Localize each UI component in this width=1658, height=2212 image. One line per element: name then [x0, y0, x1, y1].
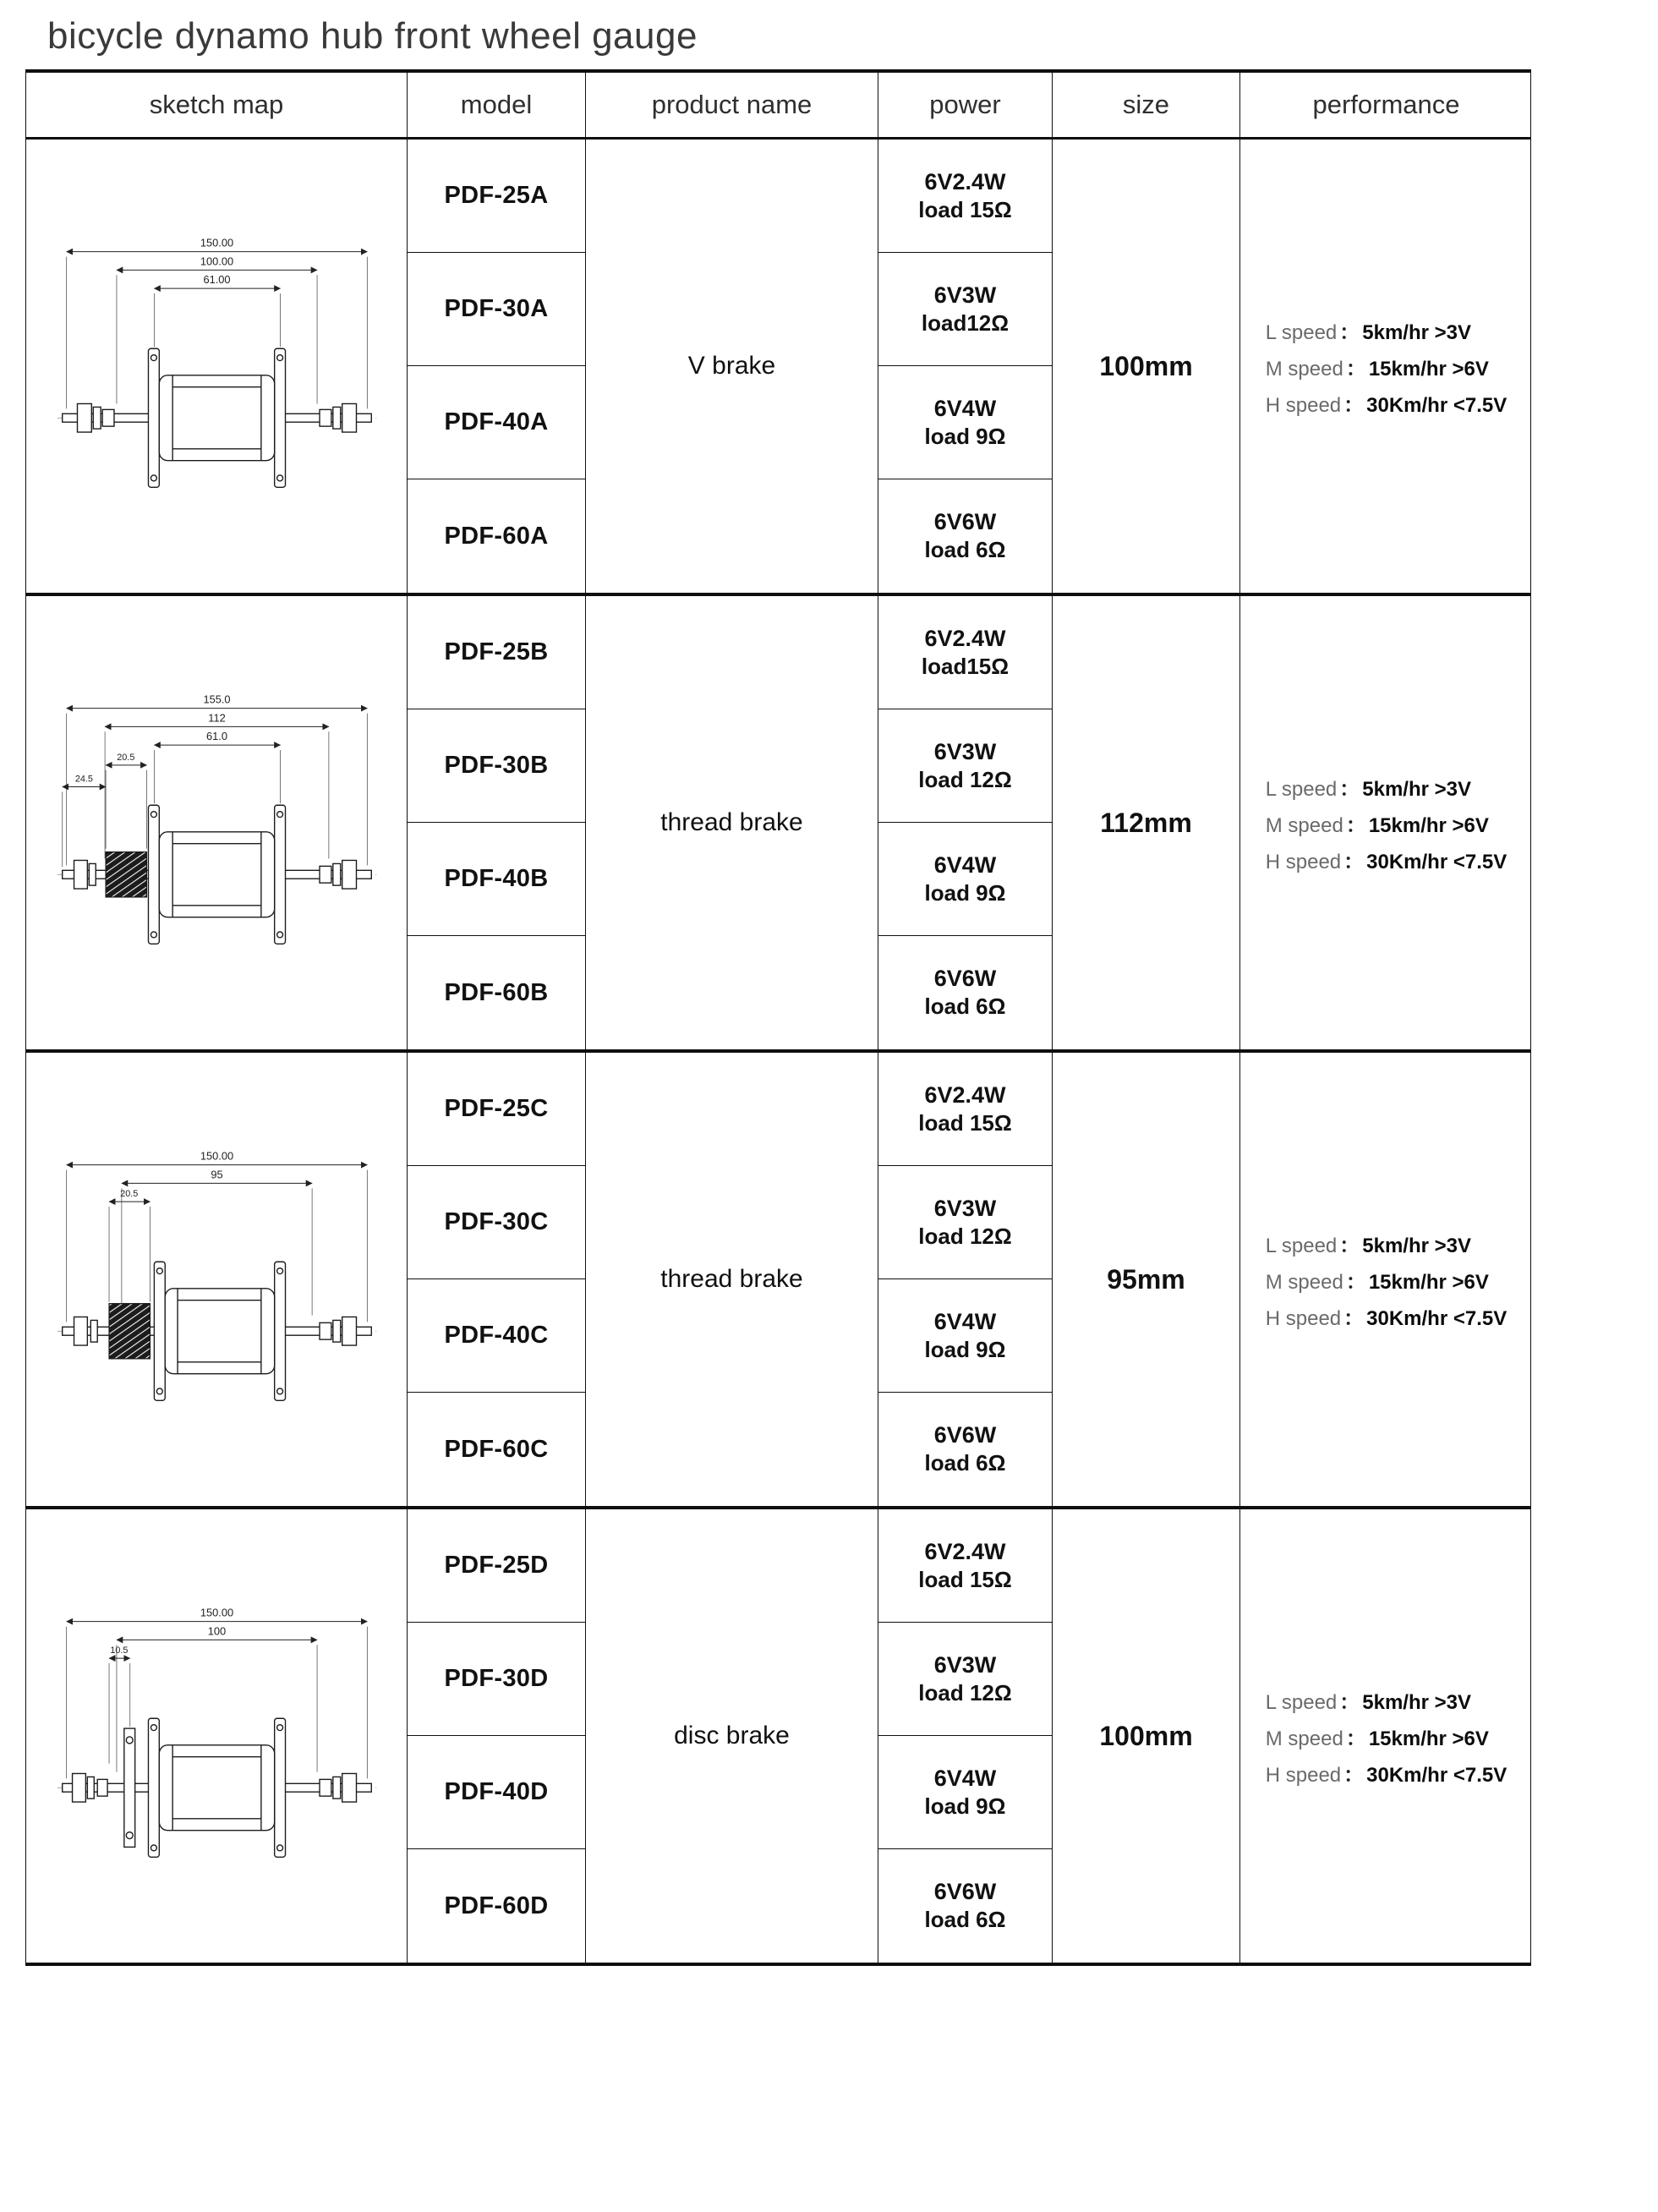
power-cell	[878, 1509, 1053, 1623]
power-watts: 6V2.4W	[924, 625, 1006, 651]
power-watts: 6V4W	[933, 1308, 997, 1334]
header-sketch-map: sketch map	[26, 73, 408, 137]
separator: ：	[1339, 777, 1360, 801]
power-load: load 6Ω	[924, 537, 1006, 562]
dimension-label: 155.0	[202, 693, 231, 706]
dimension-label: 61.0	[205, 730, 227, 743]
speed-label: M speed	[1265, 1727, 1343, 1750]
model-cell: PDF-25D	[408, 1509, 586, 1623]
separator: ：	[1339, 320, 1360, 344]
table-header-row	[25, 73, 1531, 140]
separator: ：	[1345, 813, 1366, 837]
power-watts: 6V3W	[933, 1651, 997, 1678]
performance-line	[1266, 1229, 1471, 1258]
size-cell: 95mm	[1053, 1053, 1240, 1506]
model-cell: PDF-40C	[408, 1279, 586, 1393]
model-cell: PDF-60A	[408, 479, 586, 593]
model-cell: PDF-60B	[408, 936, 586, 1049]
dimension-label: 100.00	[200, 255, 233, 268]
speed-value: 30Km/hr <7.5V	[1366, 1306, 1508, 1330]
power-load: load 15Ω	[918, 196, 1012, 222]
power-watts: 6V6W	[933, 509, 997, 534]
dimension-label: 95	[210, 1168, 223, 1181]
power-cell	[878, 936, 1053, 1049]
speed-label: H speed	[1265, 850, 1342, 873]
sketch-map-cell	[26, 596, 408, 1049]
power-cell	[878, 1053, 1053, 1166]
speed-label: L speed	[1265, 1234, 1338, 1257]
model-cell: PDF-40A	[408, 366, 586, 479]
power-cell	[878, 140, 1053, 253]
performance-cell	[1240, 1053, 1532, 1506]
power-watts: 6V3W	[933, 738, 997, 764]
power-watts: 6V4W	[933, 851, 997, 878]
dimension-label: 61.00	[202, 273, 231, 287]
product-name-cell: thread brake	[586, 1053, 878, 1506]
model-cell: PDF-30C	[408, 1166, 586, 1279]
power-watts: 6V4W	[933, 1765, 997, 1791]
separator: ：	[1345, 1270, 1366, 1294]
power-cell	[878, 709, 1053, 823]
speed-value: 5km/hr >3V	[1362, 320, 1472, 344]
power-load: load12Ω	[921, 309, 1010, 336]
sketch-map-cell	[26, 140, 408, 593]
spec-table	[25, 69, 1531, 1966]
dimension-label: 150.00	[200, 1606, 233, 1619]
dimension-label: 112	[207, 711, 226, 725]
separator: ：	[1343, 850, 1365, 873]
speed-label: H speed	[1265, 1306, 1342, 1330]
header-power: power	[878, 73, 1053, 137]
power-cell	[878, 823, 1053, 936]
power-load: load 6Ω	[924, 1450, 1006, 1476]
speed-value: 5km/hr >3V	[1362, 777, 1472, 801]
speed-label: H speed	[1265, 393, 1342, 417]
model-cell: PDF-30B	[408, 709, 586, 823]
power-load: load 12Ω	[918, 1223, 1012, 1249]
separator: ：	[1345, 357, 1366, 381]
separator: ：	[1345, 1727, 1366, 1750]
model-cell: PDF-40D	[408, 1736, 586, 1849]
power-cell	[878, 1393, 1053, 1506]
speed-value: 15km/hr >6V	[1368, 1727, 1489, 1750]
power-cell	[878, 1849, 1053, 1963]
model-cell: PDF-25A	[408, 140, 586, 253]
power-load: load 12Ω	[918, 766, 1012, 792]
power-watts: 6V6W	[933, 1422, 997, 1448]
row-group-v-brake	[25, 140, 1531, 596]
row-group-disc-brake	[25, 1509, 1531, 1966]
dimension-label: 10.5	[109, 1645, 128, 1656]
dimension-label: 20.5	[119, 1189, 138, 1200]
speed-label: M speed	[1265, 357, 1343, 381]
power-cell	[878, 596, 1053, 709]
power-watts: 6V2.4W	[924, 168, 1006, 194]
power-load: load 9Ω	[924, 879, 1006, 906]
page-title: bicycle dynamo hub front wheel gauge	[47, 15, 698, 57]
dimension-label: 24.5	[74, 774, 93, 785]
power-watts: 6V6W	[933, 966, 997, 991]
speed-value: 30Km/hr <7.5V	[1366, 1763, 1508, 1787]
model-cell: PDF-25B	[408, 596, 586, 709]
power-load: load 9Ω	[924, 1336, 1006, 1362]
power-cell	[878, 1279, 1053, 1393]
power-load: load15Ω	[921, 653, 1010, 679]
separator: ：	[1343, 1306, 1365, 1330]
hub-sketch-disc-brake	[29, 1596, 405, 1875]
power-load: load 6Ω	[924, 1907, 1006, 1932]
performance-line	[1266, 1301, 1507, 1331]
performance-line	[1266, 1265, 1489, 1295]
power-load: load 9Ω	[924, 423, 1006, 449]
header-product-name: product name	[586, 73, 878, 137]
performance-line	[1266, 1685, 1471, 1715]
dimension-label: 20.5	[116, 752, 134, 763]
speed-value: 30Km/hr <7.5V	[1366, 850, 1508, 873]
size-cell: 100mm	[1053, 1509, 1240, 1963]
power-cell	[878, 1736, 1053, 1849]
power-load: load 12Ω	[918, 1679, 1012, 1706]
speed-value: 15km/hr >6V	[1368, 357, 1489, 381]
performance-line	[1266, 772, 1471, 802]
performance-line	[1266, 845, 1507, 874]
header-size: size	[1053, 73, 1240, 137]
speed-value: 15km/hr >6V	[1368, 1270, 1489, 1294]
power-cell	[878, 1166, 1053, 1279]
model-cell: PDF-60C	[408, 1393, 586, 1506]
hub-sketch-thread-brake-95	[29, 1140, 405, 1419]
header-model: model	[408, 73, 586, 137]
speed-value: 5km/hr >3V	[1362, 1234, 1472, 1257]
performance-line	[1266, 1722, 1489, 1751]
separator: ：	[1343, 393, 1365, 417]
sketch-map-cell	[26, 1509, 408, 1963]
model-cell: PDF-30A	[408, 253, 586, 366]
hub-sketch-thread-brake-112	[29, 683, 405, 962]
power-cell	[878, 253, 1053, 366]
performance-cell	[1240, 140, 1532, 593]
power-watts: 6V4W	[933, 395, 997, 421]
speed-value: 30Km/hr <7.5V	[1366, 393, 1508, 417]
size-cell: 100mm	[1053, 140, 1240, 593]
power-cell	[878, 479, 1053, 593]
speed-label: M speed	[1265, 813, 1343, 837]
size-cell: 112mm	[1053, 596, 1240, 1049]
power-load: load 9Ω	[924, 1793, 1006, 1819]
power-load: load 6Ω	[924, 994, 1006, 1019]
header-performance: performance	[1312, 90, 1460, 119]
power-load: load 15Ω	[918, 1566, 1012, 1592]
product-name-cell: disc brake	[586, 1509, 878, 1963]
power-load: load 15Ω	[918, 1109, 1012, 1136]
model-cell: PDF-40B	[408, 823, 586, 936]
power-cell	[878, 1623, 1053, 1736]
dimension-label: 150.00	[200, 1149, 233, 1163]
speed-label: M speed	[1265, 1270, 1343, 1294]
performance-line	[1266, 388, 1507, 418]
dimension-label: 100	[207, 1624, 226, 1638]
power-cell	[878, 366, 1053, 479]
model-cell: PDF-25C	[408, 1053, 586, 1166]
model-cell: PDF-60D	[408, 1849, 586, 1963]
speed-label: H speed	[1265, 1763, 1342, 1787]
product-name-cell: thread brake	[586, 596, 878, 1049]
dimension-label: 150.00	[200, 236, 233, 249]
speed-value: 15km/hr >6V	[1368, 813, 1489, 837]
speed-label: L speed	[1265, 1690, 1338, 1714]
separator: ：	[1343, 1763, 1365, 1787]
speed-label: L speed	[1265, 777, 1338, 801]
row-group-thread-brake-112	[25, 596, 1531, 1053]
power-watts: 6V3W	[933, 1195, 997, 1221]
performance-line	[1266, 315, 1471, 345]
speed-label: L speed	[1265, 320, 1338, 344]
speed-value: 5km/hr >3V	[1362, 1690, 1472, 1714]
performance-line	[1266, 352, 1489, 381]
hub-sketch-v-brake	[29, 227, 405, 506]
separator: ：	[1339, 1690, 1360, 1714]
power-watts: 6V2.4W	[924, 1538, 1006, 1564]
model-cell: PDF-30D	[408, 1623, 586, 1736]
separator: ：	[1339, 1234, 1360, 1257]
row-group-thread-brake-95	[25, 1053, 1531, 1509]
power-watts: 6V6W	[933, 1879, 997, 1904]
power-watts: 6V2.4W	[924, 1081, 1006, 1108]
performance-line	[1266, 808, 1489, 838]
performance-line	[1266, 1758, 1507, 1788]
power-watts: 6V3W	[933, 282, 997, 308]
sketch-map-cell	[26, 1053, 408, 1506]
performance-cell	[1240, 1509, 1532, 1963]
product-name-cell: V brake	[586, 140, 878, 593]
performance-cell	[1240, 596, 1532, 1049]
